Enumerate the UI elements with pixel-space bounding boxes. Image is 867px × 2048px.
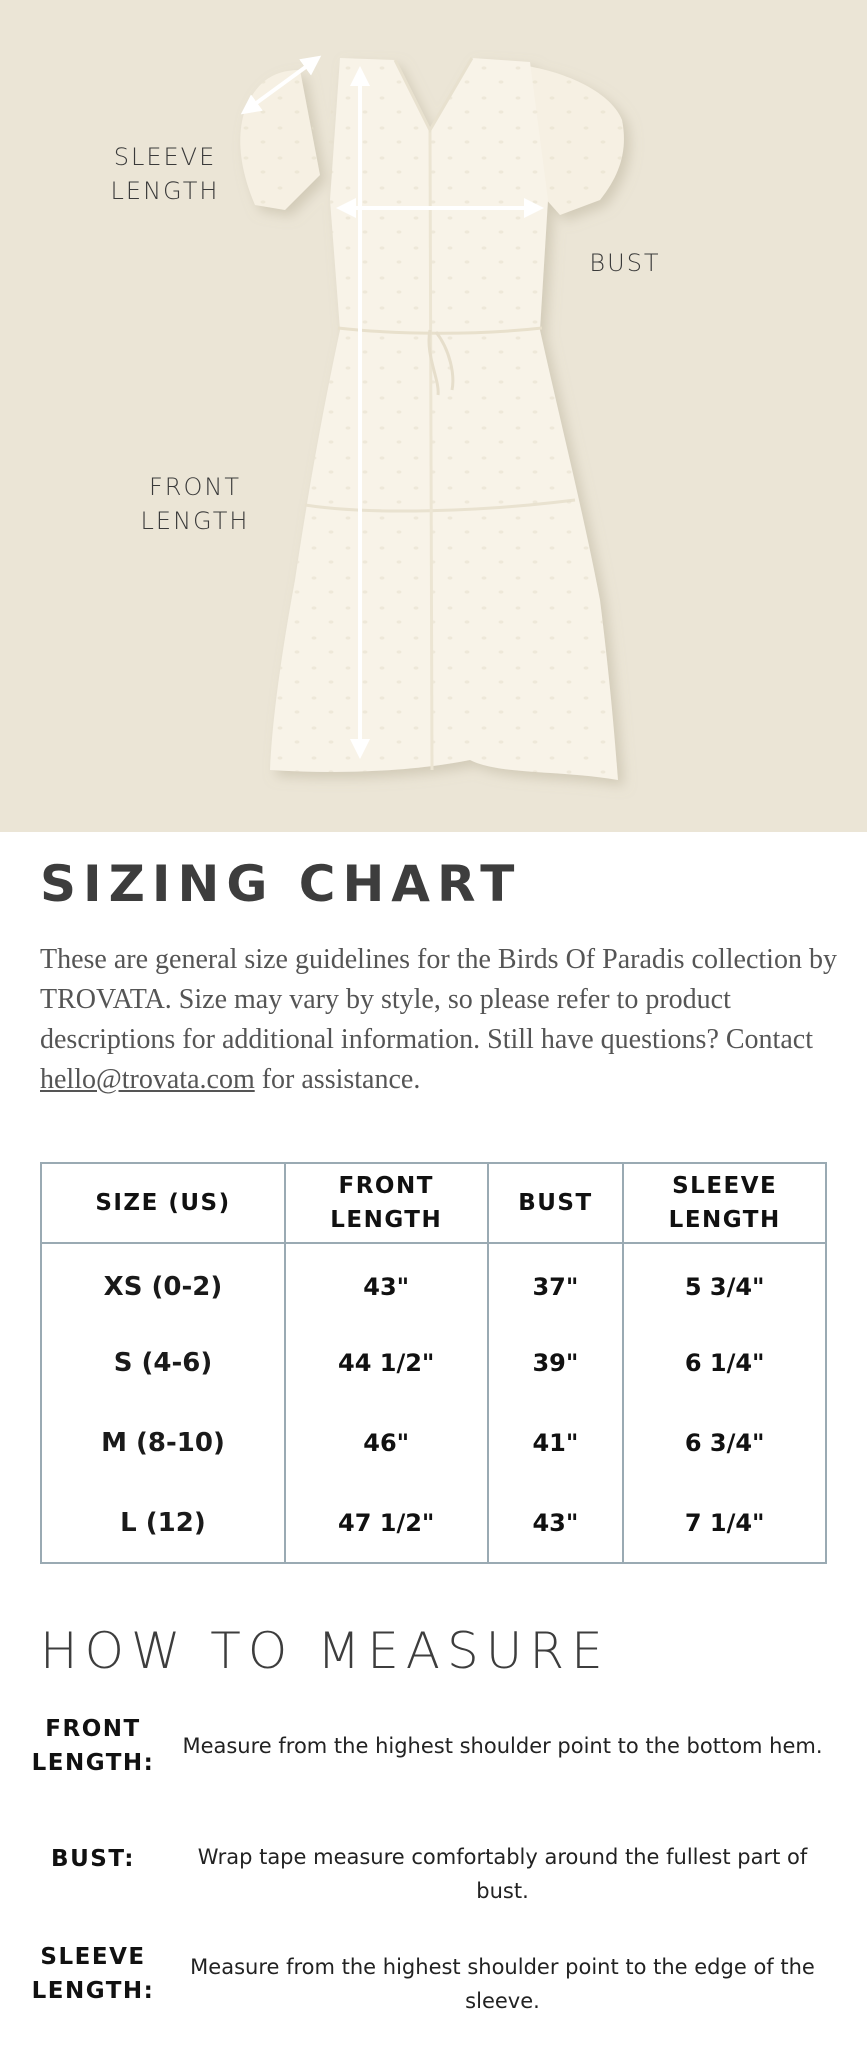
bust-cell: 39"	[488, 1323, 624, 1403]
sleeve-length-cell: 6 3/4"	[623, 1403, 826, 1483]
sleeve-length-cell: 6 1/4"	[623, 1323, 826, 1403]
table-row	[41, 1243, 826, 1323]
contact-email-link[interactable]: hello@trovata.com	[40, 1064, 255, 1095]
bust-cell: 41"	[488, 1403, 624, 1483]
header-front-length: FRONT LENGTH	[285, 1163, 488, 1243]
front-length-cell: 43"	[285, 1243, 488, 1323]
table-row	[41, 1323, 826, 1403]
front-length-cell: 47 1/2"	[285, 1483, 488, 1563]
measure-text-bust: Wrap tape measure comfortably around the fullest part of bust.	[197, 1845, 808, 1903]
measure-label-sleeve-length: SLEEVE LENGTH:	[31, 1944, 155, 2004]
dress-illustration	[0, 0, 867, 832]
product-image	[0, 0, 867, 832]
table-header-row	[41, 1163, 826, 1243]
bust-label: BUST	[589, 249, 661, 277]
size-table	[40, 1162, 827, 1564]
measure-text-front-length: Measure from the highest shoulder point to the bottom hem.	[182, 1734, 823, 1758]
header-sleeve-length: SLEEVE LENGTH	[623, 1163, 826, 1243]
table-row	[41, 1403, 826, 1483]
header-size: SIZE (US)	[41, 1163, 285, 1243]
intro-end: for assistance.	[254, 1064, 421, 1095]
sleeve-length-cell: 5 3/4"	[623, 1243, 826, 1323]
size-cell: S (4-6)	[41, 1323, 285, 1403]
sizing-chart-title: SIZING CHART	[40, 855, 522, 913]
front-length-cell: 46"	[285, 1403, 488, 1483]
sizing-intro	[40, 940, 840, 1100]
header-bust: BUST	[488, 1163, 624, 1243]
front-length-cell: 44 1/2"	[285, 1323, 488, 1403]
measure-label-front-length: FRONT LENGTH:	[31, 1716, 155, 1776]
table-row	[41, 1483, 826, 1563]
sleeve-length-label: SLEEVE LENGTH	[110, 143, 220, 205]
sleeve-length-cell: 7 1/4"	[623, 1483, 826, 1563]
bust-cell: 37"	[488, 1243, 624, 1323]
front-length-label: FRONT LENGTH	[140, 473, 250, 535]
measure-label-bust: BUST:	[51, 1846, 135, 1872]
size-cell: XS (0-2)	[41, 1243, 285, 1323]
size-cell: M (8-10)	[41, 1403, 285, 1483]
measure-text-sleeve-length: Measure from the highest shoulder point to the edge of the sleeve.	[190, 1955, 815, 2013]
bust-cell: 43"	[488, 1483, 624, 1563]
size-cell: L (12)	[41, 1483, 285, 1563]
intro-text: These are general size guidelines for the Birds Of Paradis collection by TROVATA. Size may vary by style, so please refer to product descriptions for additional information. Still have questions? Contact	[40, 944, 837, 1055]
how-to-measure-title: HOW TO MEASURE	[40, 1622, 610, 1680]
